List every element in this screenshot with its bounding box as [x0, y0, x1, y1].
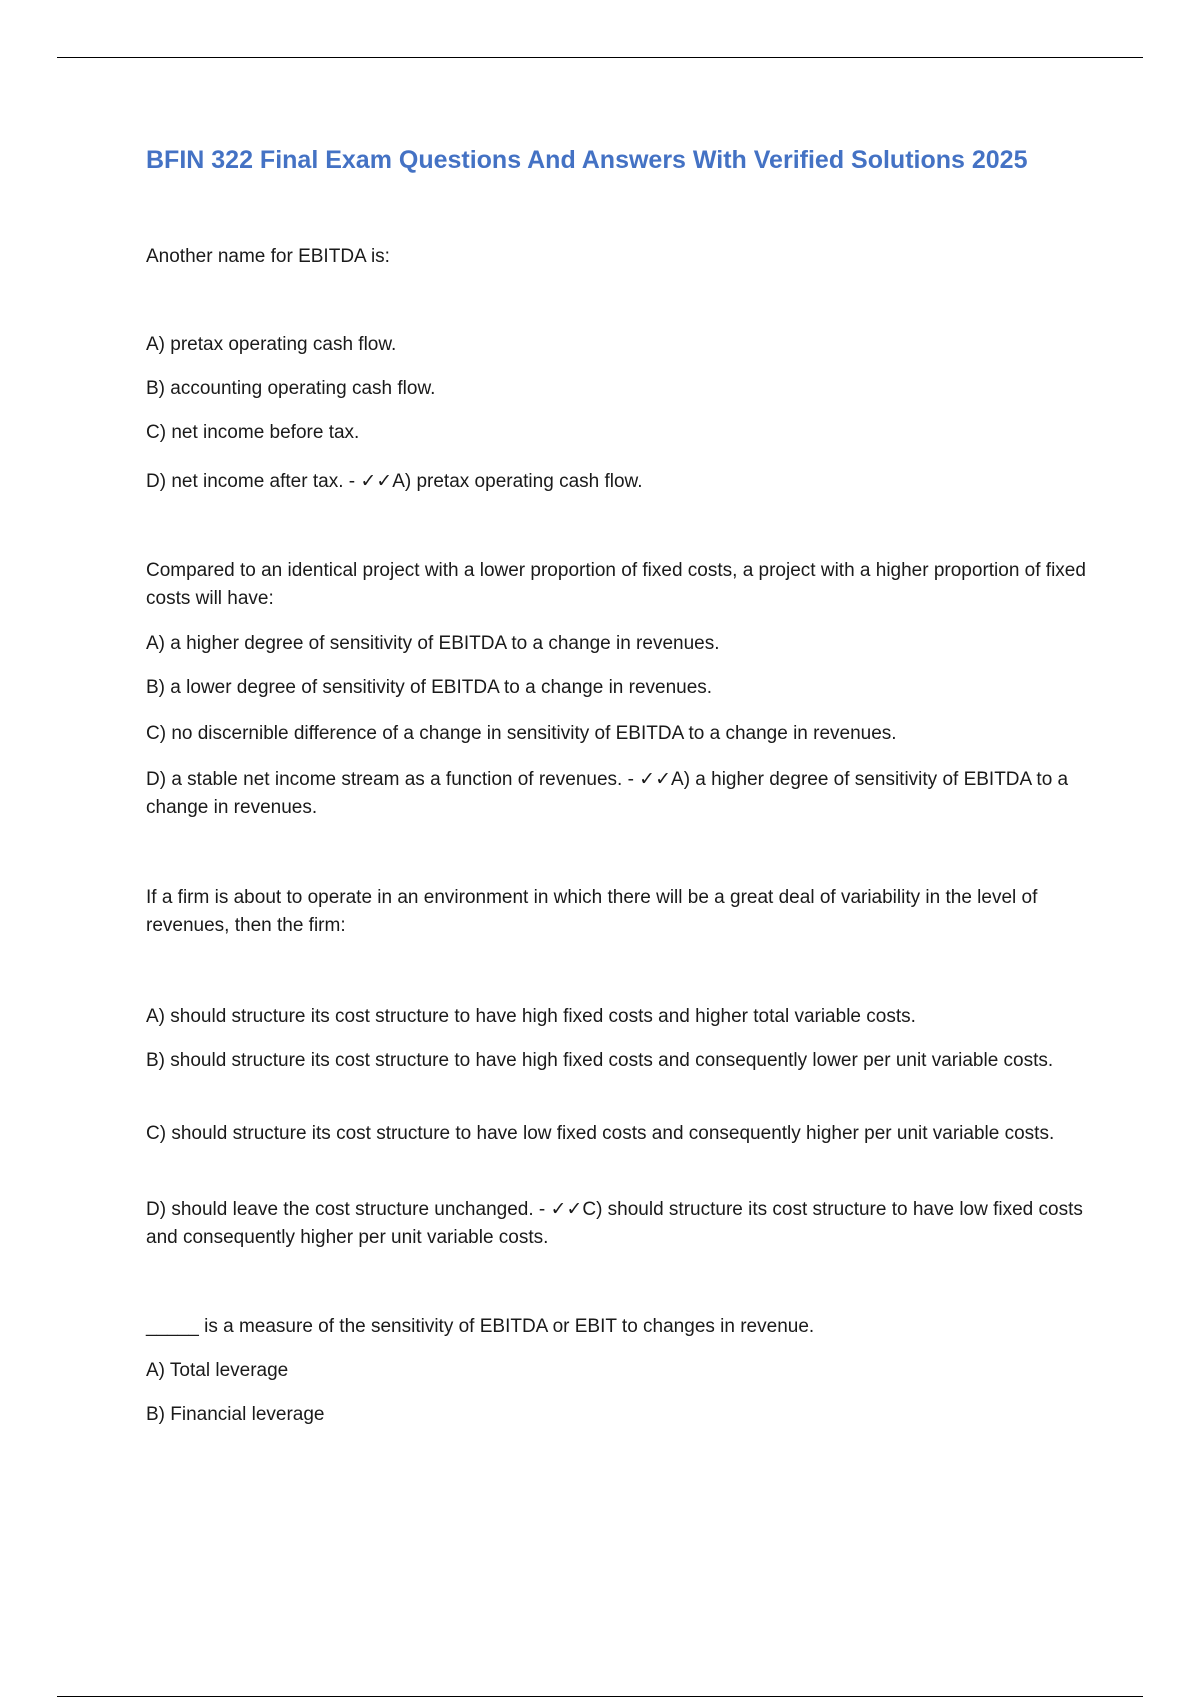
question-2-option-d-answer: D) a stable net income stream as a function of revenues. - ✓✓A) a higher degree of sensitivity of EBITDA to a change in revenues. — [146, 769, 1069, 818]
question-1-option-b: B) accounting operating cash flow. — [146, 378, 436, 399]
question-2-option-b: B) a lower degree of sensitivity of EBITDA to a change in revenues. — [146, 677, 713, 698]
question-4-option-a: A) Total leverage — [146, 1360, 289, 1381]
question-4-option-b: B) Financial leverage — [146, 1404, 325, 1425]
question-2-option-c: C) no discernible difference of a change in sensitivity of EBITDA to a change in revenues. — [146, 723, 897, 744]
question-1-option-c: C) net income before tax. — [146, 422, 360, 443]
question-1-prompt: Another name for EBITDA is: — [146, 246, 390, 267]
footer-rule — [57, 1696, 1143, 1697]
question-4-prompt: _____ is a measure of the sensitivity of EBITDA or EBIT to changes in revenue. — [146, 1316, 815, 1337]
question-3-prompt: If a firm is about to operate in an environment in which there will be a great deal of variability in the level of revenues, then the firm: — [146, 887, 1038, 936]
question-2-prompt: Compared to an identical project with a lower proportion of fixed costs, a project with a higher proportion of fixed costs will have: — [146, 560, 1086, 609]
question-1-option-a: A) pretax operating cash flow. — [146, 334, 397, 355]
question-1-option-d-answer: D) net income after tax. - ✓✓A) pretax operating cash flow. — [146, 471, 643, 492]
question-3-option-a: A) should structure its cost structure to have high fixed costs and higher total variable costs. — [146, 1006, 916, 1027]
document-title: BFIN 322 Final Exam Questions And Answers With Verified Solutions 2025 — [146, 146, 1028, 174]
question-3-option-c: C) should structure its cost structure to have low fixed costs and consequently higher per unit variable costs. — [146, 1123, 1055, 1144]
question-2-option-a: A) a higher degree of sensitivity of EBITDA to a change in revenues. — [146, 633, 720, 654]
header-rule — [57, 57, 1143, 58]
question-3-option-b: B) should structure its cost structure to have high fixed costs and consequently lower per unit variable costs. — [146, 1050, 1054, 1071]
question-3-option-d-answer: D) should leave the cost structure unchanged. - ✓✓C) should structure its cost structure to have low fixed costs and consequently higher per unit variable costs. — [146, 1199, 1083, 1248]
